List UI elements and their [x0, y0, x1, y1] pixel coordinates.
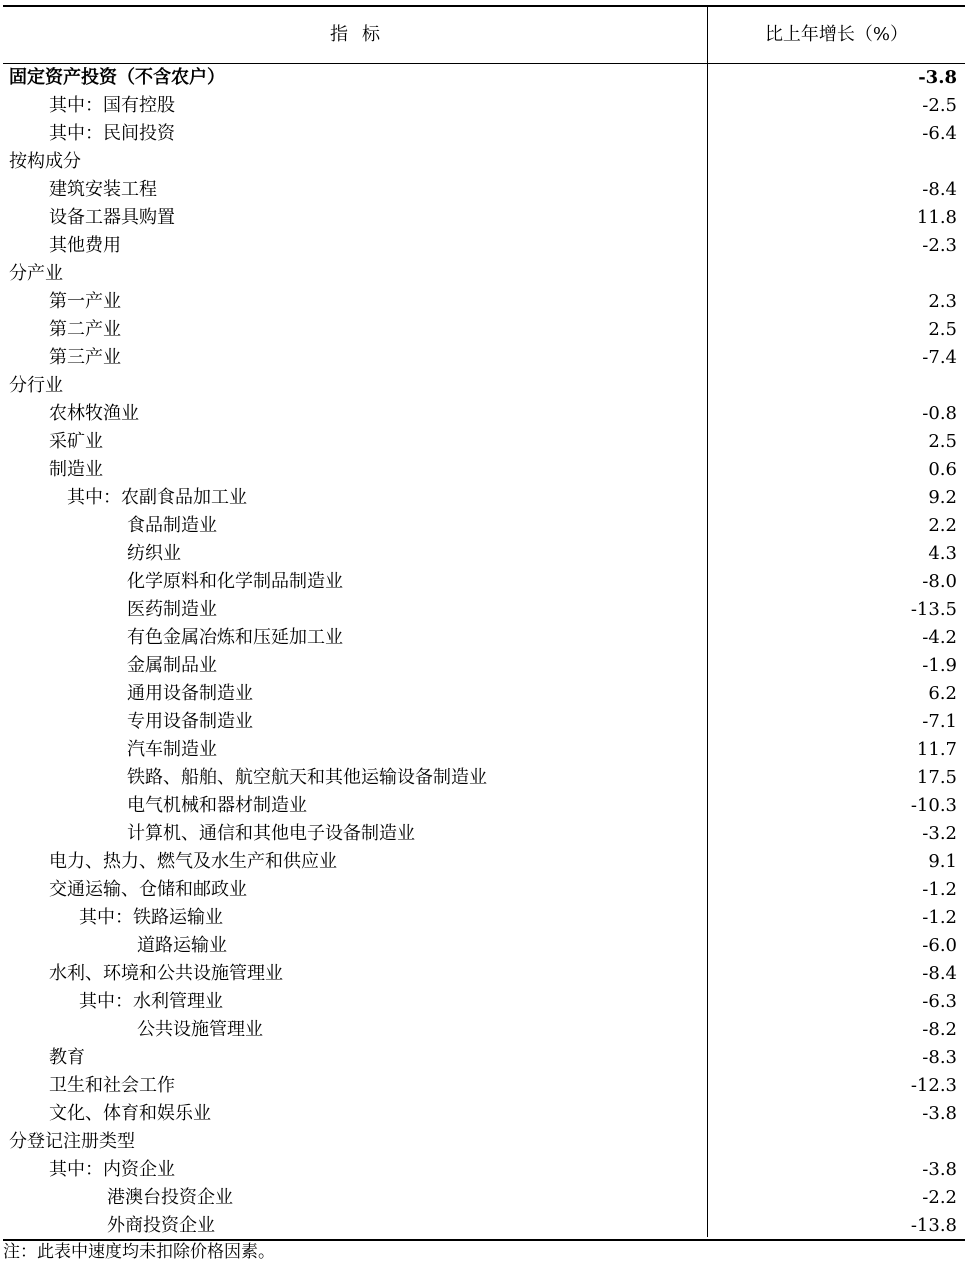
table-row — [3, 148, 965, 176]
table-row — [3, 64, 965, 92]
row-label: 第一产业 — [49, 291, 121, 312]
table-row — [3, 1184, 965, 1212]
table-row — [3, 1212, 965, 1240]
table-row — [3, 120, 965, 148]
header-indicator: 指标 — [330, 24, 394, 45]
table-row — [3, 1044, 965, 1072]
row-label: 有色金属冶炼和压延加工业 — [127, 627, 343, 648]
row-label: 水利、环境和公共设施管理业 — [49, 963, 283, 984]
row-label: 其中：农副食品加工业 — [67, 487, 247, 508]
row-value: -1.9 — [922, 655, 957, 676]
row-value: 6.2 — [928, 683, 957, 704]
table-row — [3, 512, 965, 540]
row-value: 9.1 — [928, 851, 957, 872]
row-value: -8.4 — [922, 963, 957, 984]
row-label: 通用设备制造业 — [127, 683, 253, 704]
table-row — [3, 988, 965, 1016]
row-label: 港澳台投资企业 — [107, 1187, 233, 1208]
row-value: 2.5 — [928, 431, 957, 452]
row-value: -13.8 — [910, 1215, 957, 1236]
table-row — [3, 428, 965, 456]
row-value: -1.2 — [922, 907, 957, 928]
row-label: 交通运输、仓储和邮政业 — [49, 879, 247, 900]
row-label: 医药制造业 — [127, 599, 217, 620]
row-label: 第三产业 — [49, 347, 121, 368]
row-label: 制造业 — [49, 459, 103, 480]
table-row — [3, 400, 965, 428]
row-label: 外商投资企业 — [107, 1215, 215, 1236]
row-label: 纺织业 — [127, 543, 181, 564]
row-label: 其中：内资企业 — [49, 1159, 175, 1180]
row-value: 11.7 — [916, 739, 957, 760]
row-label: 设备工器具购置 — [49, 207, 175, 228]
row-label: 电气机械和器材制造业 — [127, 795, 307, 816]
table-row — [3, 92, 965, 120]
row-value: -1.2 — [922, 879, 957, 900]
table-row — [3, 1156, 965, 1184]
row-label: 固定资产投资（不含农户） — [9, 67, 225, 88]
table-row — [3, 1016, 965, 1044]
row-label: 第二产业 — [49, 319, 121, 340]
row-value: -2.5 — [922, 95, 957, 116]
row-value: -6.3 — [922, 991, 957, 1012]
row-value: -12.3 — [910, 1075, 957, 1096]
row-value: -4.2 — [922, 627, 957, 648]
row-value: -6.0 — [922, 935, 957, 956]
row-label: 分登记注册类型 — [9, 1131, 135, 1152]
row-value: 2.2 — [928, 515, 957, 536]
row-value: -6.4 — [922, 123, 957, 144]
table-row — [3, 876, 965, 904]
row-value: 0.6 — [928, 459, 957, 480]
row-label: 道路运输业 — [137, 935, 227, 956]
row-value: -2.3 — [922, 235, 957, 256]
row-label: 铁路、船舶、航空航天和其他运输设备制造业 — [127, 767, 487, 788]
table-row — [3, 344, 965, 372]
row-value: -0.8 — [922, 403, 957, 424]
table-row — [3, 652, 965, 680]
row-label: 文化、体育和娱乐业 — [49, 1103, 211, 1124]
table-body — [3, 64, 965, 1240]
row-label: 专用设备制造业 — [127, 711, 253, 732]
table-row — [3, 484, 965, 512]
table-row — [3, 176, 965, 204]
table-row — [3, 316, 965, 344]
table-row — [3, 540, 965, 568]
row-value: 2.5 — [928, 319, 957, 340]
row-label: 分行业 — [9, 375, 63, 396]
row-label: 其中：国有控股 — [49, 95, 175, 116]
table-row — [3, 288, 965, 316]
table-row — [3, 568, 965, 596]
table-row — [3, 260, 965, 288]
row-value: 4.3 — [928, 543, 957, 564]
row-label: 其中：铁路运输业 — [79, 907, 223, 928]
row-label: 建筑安装工程 — [49, 179, 157, 200]
row-value: -3.8 — [922, 1159, 957, 1180]
table-row — [3, 960, 965, 988]
table-row — [3, 680, 965, 708]
table-row — [3, 736, 965, 764]
row-value: -8.4 — [922, 179, 957, 200]
row-label: 教育 — [49, 1047, 85, 1068]
row-label: 汽车制造业 — [127, 739, 217, 760]
row-label: 计算机、通信和其他电子设备制造业 — [127, 823, 415, 844]
row-label: 按构成分 — [9, 151, 81, 172]
row-value: -8.3 — [922, 1047, 957, 1068]
row-value: 17.5 — [916, 767, 957, 788]
row-label: 金属制品业 — [127, 655, 217, 676]
table-row — [3, 932, 965, 960]
row-value: 2.3 — [928, 291, 957, 312]
table-row — [3, 372, 965, 400]
row-value: -7.1 — [922, 711, 957, 732]
table-row — [3, 792, 965, 820]
table-row — [3, 456, 965, 484]
row-label: 化学原料和化学制品制造业 — [127, 571, 343, 592]
table-row — [3, 848, 965, 876]
table-row — [3, 904, 965, 932]
row-value: -3.8 — [922, 1103, 957, 1124]
table-row — [3, 708, 965, 736]
row-label: 其他费用 — [49, 235, 121, 256]
row-value: -8.2 — [922, 1019, 957, 1040]
row-label: 卫生和社会工作 — [49, 1075, 175, 1096]
row-value: -3.2 — [922, 823, 957, 844]
table-row — [3, 1100, 965, 1128]
table-row — [3, 596, 965, 624]
table-row — [3, 820, 965, 848]
row-label: 其中：民间投资 — [49, 123, 175, 144]
table-header — [3, 7, 965, 64]
row-value: 11.8 — [916, 207, 957, 228]
header-growth: 比上年增长（%） — [764, 24, 909, 45]
row-label: 电力、热力、燃气及水生产和供应业 — [49, 851, 337, 872]
row-value: -7.4 — [922, 347, 957, 368]
table-row — [3, 764, 965, 792]
row-label: 采矿业 — [49, 431, 103, 452]
row-label: 其中：水利管理业 — [79, 991, 223, 1012]
row-label: 农林牧渔业 — [49, 403, 139, 424]
row-value: -13.5 — [910, 599, 957, 620]
table-row — [3, 1128, 965, 1156]
table-row — [3, 204, 965, 232]
row-label: 食品制造业 — [127, 515, 217, 536]
table-footnote: 注：此表中速度均未扣除价格因素。 — [3, 1242, 275, 1262]
row-value: -10.3 — [910, 795, 957, 816]
statistics-table — [3, 5, 965, 1241]
row-label: 分产业 — [9, 263, 63, 284]
row-value: -3.8 — [918, 67, 957, 88]
row-value: -8.0 — [922, 571, 957, 592]
row-label: 公共设施管理业 — [137, 1019, 263, 1040]
row-value: 9.2 — [928, 487, 957, 508]
table-row — [3, 232, 965, 260]
table-row — [3, 1072, 965, 1100]
row-value: -2.2 — [922, 1187, 957, 1208]
table-row — [3, 624, 965, 652]
